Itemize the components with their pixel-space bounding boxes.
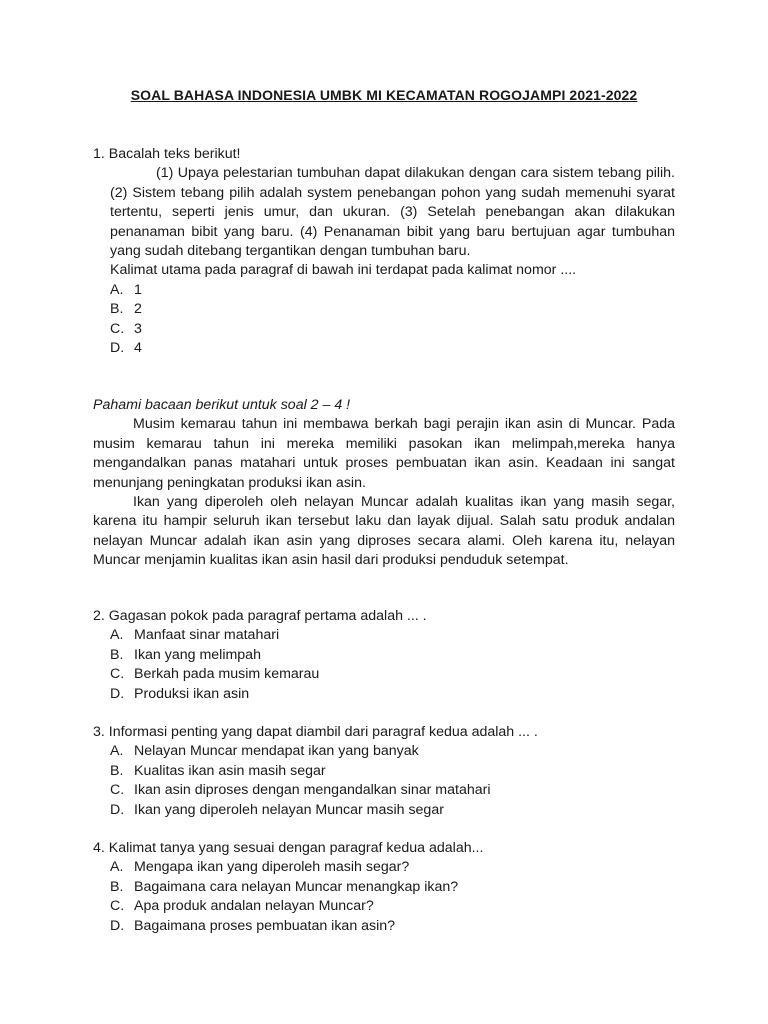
option-text: Berkah pada musim kemarau — [134, 666, 320, 683]
option-letter: B. — [110, 762, 124, 779]
question-1-option-c[interactable] — [110, 320, 675, 339]
option-text: 3 — [134, 320, 142, 337]
question-1 — [93, 145, 675, 358]
question-3-option-b[interactable] — [110, 762, 675, 781]
question-1-option-a[interactable] — [110, 281, 675, 300]
option-text: Ikan asin diproses dengan mengandalkan sinar matahari — [134, 782, 491, 799]
question-2-option-d[interactable] — [110, 685, 675, 704]
question-3-option-d[interactable] — [110, 801, 675, 820]
option-letter: D. — [110, 340, 125, 357]
question-3-option-c[interactable] — [110, 781, 675, 800]
question-2 — [93, 607, 675, 704]
option-text: Produksi ikan asin — [134, 685, 250, 702]
option-letter: D. — [110, 801, 125, 818]
reading-paragraph-1: Musim kemarau tahun ini membawa berkah bagi perajin ikan asin di Muncar. Pada musim kemarau tahun ini mereka memiliki pasokan ikan melimpah,mereka hanya mengandalkan panas matahari untuk proses pembuatan ikan asin. Keadaan ini sangat menunjang peningkatan produksi ikan asin. — [93, 416, 675, 491]
option-letter: B. — [110, 878, 124, 895]
option-letter: A. — [110, 859, 124, 876]
option-text: Bagaimana cara nelayan Muncar menangkap ikan? — [134, 878, 459, 895]
option-text: Nelayan Muncar mendapat ikan yang banyak — [134, 743, 419, 760]
question-2-option-c[interactable] — [110, 665, 675, 684]
option-letter: A. — [110, 281, 124, 298]
reading-instruction: Pahami bacaan berikut untuk soal 2 – 4 ! — [93, 397, 351, 413]
question-3-option-a[interactable] — [110, 742, 675, 761]
option-text: 1 — [134, 281, 142, 298]
option-text: Mengapa ikan yang diperoleh masih segar? — [134, 859, 410, 876]
option-text: Apa produk andalan nelayan Muncar? — [134, 898, 374, 915]
question-1-passage: (1) Upaya pelestarian tumbuhan dapat dilakukan dengan cara sistem tebang pilih. (2) Sistem tebang pilih adalah system penebangan pohon yang sudah memenuhi syarat tertentu, seperti jenis umur, dan ukuran. (3) Setelah penebangan akan dilakukan penanaman bibit yang baru. (4) Penanaman bibit yang baru bertujuan agar tumbuhan yang sudah ditebang tergantikan dengan tumbuhan baru. — [110, 165, 675, 260]
option-letter: B. — [110, 646, 124, 663]
option-text: Ikan yang melimpah — [134, 646, 261, 663]
question-1-body — [110, 164, 675, 280]
option-letter: D. — [110, 917, 125, 934]
question-2-option-b[interactable] — [110, 646, 675, 665]
option-letter: C. — [110, 782, 125, 799]
question-2-option-a[interactable] — [110, 626, 675, 645]
option-text: 4 — [134, 340, 142, 357]
option-letter: D. — [110, 685, 125, 702]
page-title: SOAL BAHASA INDONESIA UMBK MI KECAMATAN ROGOJAMPI 2021-2022 — [130, 87, 638, 103]
reading-passage — [93, 396, 675, 571]
reading-paragraph-2: Ikan yang diperoleh oleh nelayan Muncar adalah kualitas ikan yang masih segar, karena itu hampir seluruh ikan tersebut laku dan layak dijual. Salah satu produk andalan nelayan Muncar adalah ikan asin yang diproses secara alami. Oleh karena itu, nelayan Muncar menjamin kualitas ikan asin hasil dari produksi penduduk setempat. — [93, 494, 675, 569]
option-letter: C. — [110, 898, 125, 915]
question-4-stem: 4. Kalimat tanya yang sesuai dengan paragraf kedua adalah... — [93, 840, 484, 856]
option-letter: A. — [110, 627, 124, 644]
question-1-instruction: 1. Bacalah teks berikut! — [93, 146, 241, 162]
question-3-stem: 3. Informasi penting yang dapat diambil dari paragraf kedua adalah ... . — [93, 724, 538, 740]
question-3 — [93, 723, 675, 820]
question-4-option-a[interactable] — [110, 858, 675, 877]
option-text: 2 — [134, 301, 142, 318]
option-text: Manfaat sinar matahari — [134, 627, 280, 644]
option-text: Kualitas ikan asin masih segar — [134, 762, 326, 779]
option-letter: C. — [110, 666, 125, 683]
option-letter: B. — [110, 301, 124, 318]
question-1-option-d[interactable] — [110, 339, 675, 358]
option-letter: C. — [110, 320, 125, 337]
option-text: Ikan yang diperoleh nelayan Muncar masih segar — [134, 801, 444, 818]
question-1-option-b[interactable] — [110, 300, 675, 319]
question-2-stem: 2. Gagasan pokok pada paragraf pertama adalah ... . — [93, 608, 427, 624]
question-1-stem: Kalimat utama pada paragraf di bawah ini terdapat pada kalimat nomor .... — [110, 262, 577, 279]
option-text: Bagaimana proses pembuatan ikan asin? — [134, 917, 396, 934]
question-4-option-b[interactable] — [110, 878, 675, 897]
question-4-option-c[interactable] — [110, 897, 675, 916]
question-4 — [93, 839, 675, 936]
question-4-option-d[interactable] — [110, 917, 675, 936]
option-letter: A. — [110, 743, 124, 760]
